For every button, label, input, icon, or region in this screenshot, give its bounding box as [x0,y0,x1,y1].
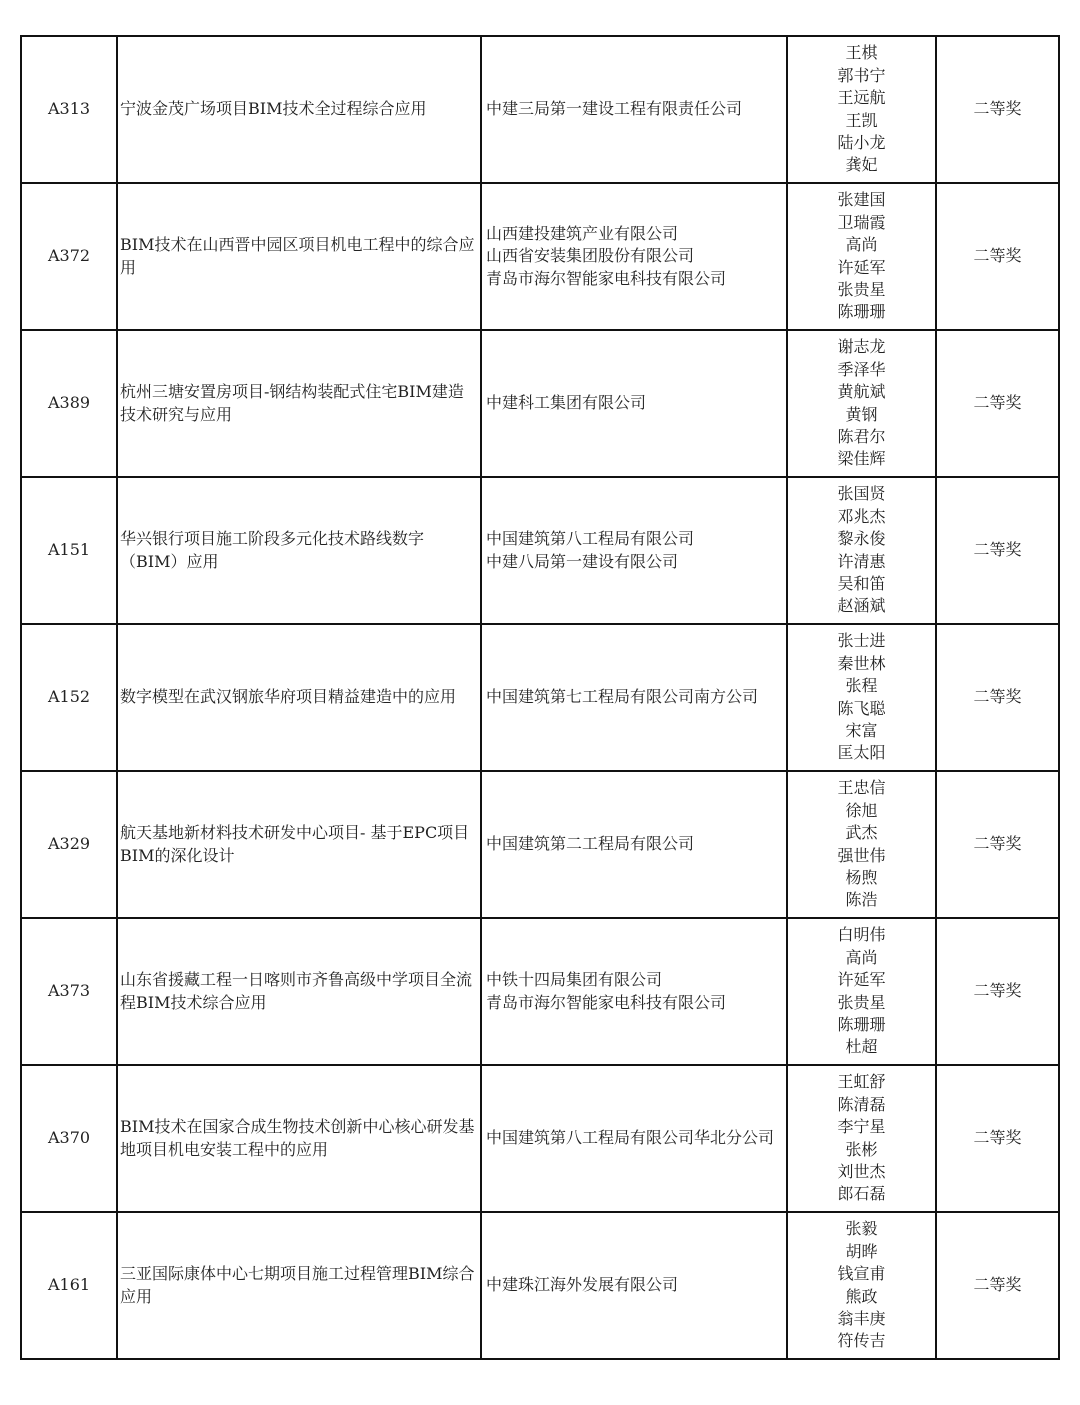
organization-name: 中国建筑第八工程局有限公司华北分公司 [486,1128,775,1148]
table-row [21,183,1059,330]
member-name: 杨煦 [845,867,878,887]
member-name: 胡晔 [845,1241,878,1261]
project-name: 数字模型在武汉钢旅华府项目精益建造中的应用 [117,624,481,771]
organizations [481,330,787,477]
member-name: 熊政 [845,1286,878,1306]
member-name: 黄航斌 [837,382,886,402]
project-name: 航天基地新材料技术研发中心项目- 基于EPC项目BIM的深化设计 [117,771,481,918]
table-row [21,36,1059,183]
member-name: 白明伟 [837,925,886,945]
project-id: A151 [21,477,117,624]
organizations [481,1065,787,1212]
member-name: 陈君尔 [837,426,886,446]
organization-name: 中国建筑第二工程局有限公司 [486,834,695,854]
member-name: 许延军 [837,257,886,277]
award-level: 二等奖 [936,624,1059,771]
project-id: A372 [21,183,117,330]
project-id: A329 [21,771,117,918]
team-members [787,477,936,624]
project-name: 杭州三塘安置房项目-钢结构装配式住宅BIM建造技术研究与应用 [117,330,481,477]
organizations [481,771,787,918]
awards-table [20,35,1060,1360]
table-row [21,771,1059,918]
member-name: 王忠信 [837,778,886,798]
organization-name: 中建八局第一建设有限公司 [486,551,679,571]
member-name: 龚妃 [845,155,878,175]
member-name: 符传吉 [837,1331,886,1351]
member-name: 张彬 [845,1139,878,1159]
project-id: A370 [21,1065,117,1212]
organization-name: 青岛市海尔智能家电科技有限公司 [486,268,727,288]
member-name: 刘世杰 [837,1161,886,1181]
member-name: 吴和笛 [837,573,886,593]
member-name: 陈清磊 [837,1094,886,1114]
project-id: A152 [21,624,117,771]
organizations [481,477,787,624]
member-name: 翁丰庚 [837,1308,886,1328]
member-name: 徐旭 [845,800,878,820]
member-name: 宋富 [845,720,878,740]
member-name: 谢志龙 [837,337,886,357]
member-name: 强世伟 [837,845,886,865]
table-row [21,1065,1059,1212]
member-name: 黎永俊 [837,529,886,549]
table-row [21,477,1059,624]
member-name: 高尚 [845,235,878,255]
member-name: 张国贤 [837,484,886,504]
project-name: 宁波金茂广场项目BIM技术全过程综合应用 [117,36,481,183]
project-name: 华兴银行项目施工阶段多元化技术路线数字（BIM）应用 [117,477,481,624]
member-name: 张士进 [837,631,886,651]
organizations [481,624,787,771]
award-level: 二等奖 [936,183,1059,330]
member-name: 张程 [845,676,878,696]
member-name: 武杰 [845,823,878,843]
member-name: 匡太阳 [837,743,886,763]
organization-name: 中国建筑第八工程局有限公司 [486,529,695,549]
member-name: 郭书宁 [837,65,886,85]
organizations [481,36,787,183]
member-name: 陈珊珊 [837,1014,886,1034]
organizations [481,1212,787,1359]
member-name: 陈珊珊 [837,302,886,322]
award-level: 二等奖 [936,36,1059,183]
member-name: 卫瑞霞 [837,212,886,232]
project-id: A389 [21,330,117,477]
member-name: 李宁星 [837,1117,886,1137]
team-members [787,624,936,771]
award-level: 二等奖 [936,477,1059,624]
member-name: 王虹舒 [837,1072,886,1092]
member-name: 季泽华 [837,359,886,379]
member-name: 王远航 [837,88,886,108]
member-name: 陈飞聪 [837,698,886,718]
project-id: A313 [21,36,117,183]
member-name: 秦世林 [837,653,886,673]
team-members [787,1212,936,1359]
table-row [21,624,1059,771]
organization-name: 山西建投建筑产业有限公司 [486,223,679,243]
organization-name: 青岛市海尔智能家电科技有限公司 [486,992,727,1012]
organization-name: 中建三局第一建设工程有限责任公司 [486,99,743,119]
member-name: 陈浩 [845,890,878,910]
project-name: BIM技术在山西晋中园区项目机电工程中的综合应用 [117,183,481,330]
award-level: 二等奖 [936,330,1059,477]
member-name: 陆小龙 [837,132,886,152]
award-level: 二等奖 [936,1212,1059,1359]
team-members [787,771,936,918]
member-name: 张毅 [845,1219,878,1239]
member-name: 钱宣甫 [837,1264,886,1284]
organization-name: 中建科工集团有限公司 [486,393,647,413]
member-name: 王棋 [845,43,878,63]
table-row [21,1212,1059,1359]
member-name: 许清惠 [837,551,886,571]
organization-name: 中建珠江海外发展有限公司 [486,1275,679,1295]
member-name: 张贵星 [837,279,886,299]
organizations [481,183,787,330]
team-members [787,918,936,1065]
member-name: 王凯 [845,110,878,130]
team-members [787,183,936,330]
project-id: A373 [21,918,117,1065]
award-level: 二等奖 [936,918,1059,1065]
team-members [787,330,936,477]
team-members [787,36,936,183]
team-members [787,1065,936,1212]
project-id: A161 [21,1212,117,1359]
project-name: BIM技术在国家合成生物技术创新中心核心研发基地项目机电安装工程中的应用 [117,1065,481,1212]
member-name: 邓兆杰 [837,506,886,526]
organization-name: 中铁十四局集团有限公司 [486,970,663,990]
project-name: 三亚国际康体中心七期项目施工过程管理BIM综合应用 [117,1212,481,1359]
member-name: 郎石磊 [837,1184,886,1204]
member-name: 许延军 [837,970,886,990]
organizations [481,918,787,1065]
table-row [21,918,1059,1065]
member-name: 张建国 [837,190,886,210]
organization-name: 山西省安装集团股份有限公司 [486,246,695,266]
member-name: 梁佳辉 [837,449,886,469]
member-name: 黄钢 [845,404,878,424]
award-level: 二等奖 [936,1065,1059,1212]
member-name: 赵涵斌 [837,596,886,616]
member-name: 杜超 [845,1037,878,1057]
member-name: 高尚 [845,947,878,967]
organization-name: 中国建筑第七工程局有限公司南方公司 [486,687,759,707]
table-row [21,330,1059,477]
member-name: 张贵星 [837,992,886,1012]
project-name: 山东省援藏工程一日喀则市齐鲁高级中学项目全流程BIM技术综合应用 [117,918,481,1065]
award-level: 二等奖 [936,771,1059,918]
